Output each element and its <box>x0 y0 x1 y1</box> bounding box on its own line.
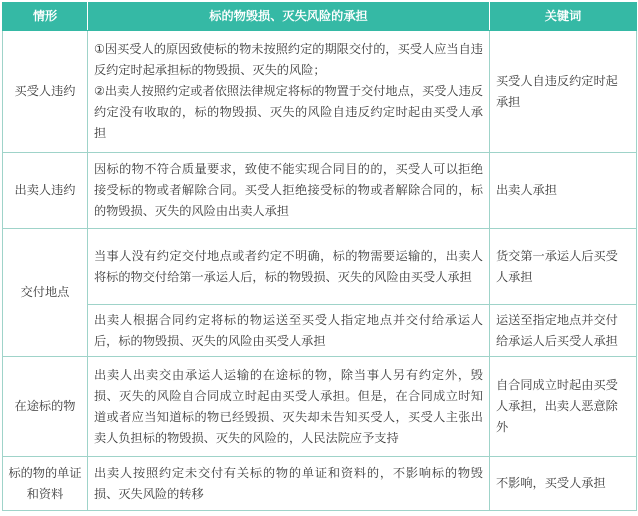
content-line: 因标的物不符合质量要求，致使不能实现合同目的的，买受人可以拒绝接受标的物或者解除合同。买受人拒绝接受标的物或者解除合同的，标的物毁损、灭失的风险由出卖人承担 <box>94 162 483 218</box>
content-cell <box>88 357 490 457</box>
content-cell <box>88 31 490 153</box>
situation-cell: 交付地点 <box>3 229 88 357</box>
content-cell <box>88 229 490 305</box>
keyword-cell: 买受人自违反约定时起承担 <box>490 31 637 153</box>
table-row <box>3 305 637 357</box>
situation-cell: 买受人违约 <box>3 31 88 153</box>
table-row <box>3 229 637 305</box>
content-line: 出卖人出卖交由承运人运输的在途标的物，除当事人另有约定外，毁损、灭失的风险自合同成立时起由买受人承担。但是，在合同成立时知道或者应当知道标的物已经毁损、灭失却未告知买受人，买受人主张出卖人负担标的物毁损、灭失的风险的，人民法院应予支持 <box>94 367 483 445</box>
situation-cell: 标的物的单证和资料 <box>3 457 88 511</box>
keyword-cell: 运送至指定地点并交付给承运人后买受人承担 <box>490 305 637 357</box>
header-situation: 情形 <box>3 3 88 31</box>
content-cell <box>88 305 490 357</box>
keyword-cell: 自合同成立时起由买受人承担，出卖人恶意除外 <box>490 357 637 457</box>
content-cell <box>88 153 490 229</box>
content-line: 出卖人按照约定未交付有关标的物的单证和资料的，不影响标的物毁损、灭失风险的转移 <box>94 465 483 501</box>
content-line: 当事人没有约定交付地点或者约定不明确，标的物需要运输的，出卖人将标的物交付给第一承运人后，标的物毁损、灭失的风险由买受人承担 <box>94 248 483 284</box>
table-header-row <box>3 3 637 31</box>
keyword-cell: 货交第一承运人后买受人承担 <box>490 229 637 305</box>
table-row <box>3 31 637 153</box>
header-risk-bearing: 标的物毁损、灭失风险的承担 <box>88 3 490 31</box>
document-page <box>2 2 637 511</box>
header-keyword: 关键词 <box>490 3 637 31</box>
table-row <box>3 357 637 457</box>
content-line: ②出卖人按照约定或者依照法律规定将标的物置于交付地点，买受人违反约定没有收取的，标的物毁损、灭失的风险自违反约定时起由买受人承担 <box>94 84 483 140</box>
content-line: ①因买受人的原因致使标的物未按照约定的期限交付的，买受人应当自违反约定时起承担标的物毁损、灭失的风险； <box>94 42 483 77</box>
situation-cell: 在途标的物 <box>3 357 88 457</box>
content-line: 出卖人根据合同约定将标的物运送至买受人指定地点并交付给承运人后，标的物毁损、灭失的风险由买受人承担 <box>94 312 483 348</box>
table-row <box>3 153 637 229</box>
situation-cell: 出卖人违约 <box>3 153 88 229</box>
keyword-cell: 不影响，买受人承担 <box>490 457 637 511</box>
risk-table <box>2 2 637 511</box>
keyword-cell: 出卖人承担 <box>490 153 637 229</box>
table-row <box>3 457 637 511</box>
content-cell <box>88 457 490 511</box>
